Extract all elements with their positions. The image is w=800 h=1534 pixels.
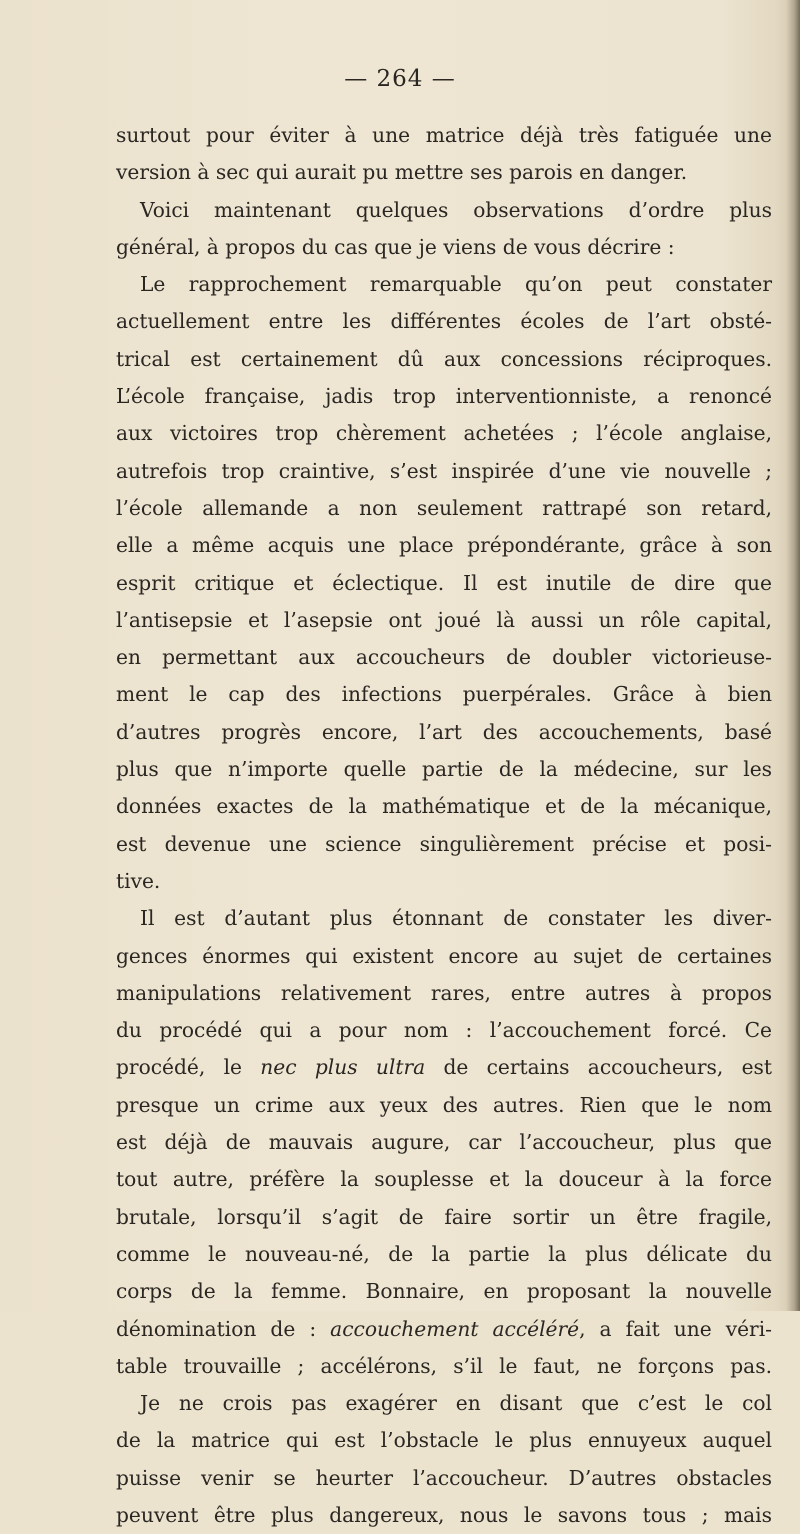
text-line: manipulations relativement rares, entre autres à propos xyxy=(116,980,772,1005)
text-line: gences énormes qui existent encore au sujet de certaines xyxy=(116,943,772,968)
text-line: aux victoires trop chèrement achetées ; l’école anglaise, xyxy=(116,421,772,446)
text-line: brutale, lorsqu’il s’agit de faire sortir un être fragile, xyxy=(116,1204,772,1229)
text-line: corps de la femme. Bonnaire, en proposant la nouvelle xyxy=(116,1279,772,1304)
text-line: trical est certainement dû aux concessions réciproques. xyxy=(116,346,772,371)
text-line: peuvent être plus dangereux, nous le savons tous ; mais xyxy=(116,1502,772,1527)
text-line: est déjà de mauvais augure, car l’accoucheur, plus que xyxy=(116,1130,772,1155)
text-line: Il est d’autant plus étonnant de constater les diver- xyxy=(140,906,772,931)
text-line: du procédé qui a pour nom : l’accouchement forcé. Ce xyxy=(116,1018,772,1043)
page-number: — 264 — xyxy=(344,66,456,92)
text-line: version à sec qui aurait pu mettre ses parois en danger. xyxy=(116,160,688,185)
text-line: autrefois trop craintive, s’est inspirée d’une vie nouvelle ; xyxy=(116,458,772,483)
text-line: Je ne crois pas exagérer en disant que c’est le col xyxy=(140,1391,772,1416)
text-line: de la matrice qui est l’obstacle le plus ennuyeux auquel xyxy=(116,1428,772,1453)
text-line: puisse venir se heurter l’accoucheur. D’autres obstacles xyxy=(116,1465,772,1490)
body-text xyxy=(116,117,772,1534)
text-line: d’autres progrès encore, l’art des accouchements, basé xyxy=(116,719,772,744)
italic-term: nec plus ultra xyxy=(260,1055,426,1080)
text-line: tive. xyxy=(116,868,161,893)
text-line: l’antisepsie et l’asepsie ont joué là aussi un rôle capital, xyxy=(116,607,772,632)
page-edge-shadow xyxy=(786,0,800,1311)
text-line: surtout pour éviter à une matrice déjà très fatiguée une xyxy=(116,123,772,147)
text-line: ment le cap des infections puerpérales. Grâce à bien xyxy=(116,682,772,707)
text-line: elle a même acquis une place prépondérante, grâce à son xyxy=(116,533,772,558)
text-line: Voici maintenant quelques observations d’ordre plus xyxy=(140,197,772,222)
text-line: procédé, le nec plus ultra de certains accoucheurs, est xyxy=(116,1055,772,1080)
text-line: Le rapprochement remarquable qu’on peut constater xyxy=(140,272,772,297)
text-line: comme le nouveau-né, de la partie la plus délicate du xyxy=(116,1241,772,1266)
text-line: tout autre, préfère la souplesse et la douceur à la force xyxy=(116,1167,772,1192)
text-line: plus que n’importe quelle partie de la médecine, sur les xyxy=(116,757,772,782)
text-line: presque un crime aux yeux des autres. Rien que le nom xyxy=(116,1092,772,1117)
text-line: table trouvaille ; accélérons, s’il le faut, ne forçons pas. xyxy=(116,1353,772,1378)
text-line: est devenue une science singulièrement précise et posi- xyxy=(116,831,772,856)
italic-term: accouchement accéléré xyxy=(330,1316,580,1341)
text-line: L’école française, jadis trop interventionniste, a renoncé xyxy=(116,384,772,409)
text-line: esprit critique et éclectique. Il est inutile de dire que xyxy=(116,570,772,595)
text-line: en permettant aux accoucheurs de doubler victorieuse- xyxy=(116,645,772,670)
text-line: général, à propos du cas que je viens de vous décrire : xyxy=(116,234,675,259)
text-line: dénomination de : accouchement accéléré, a fait une véri- xyxy=(116,1316,772,1341)
text-line: données exactes de la mathématique et de la mécanique, xyxy=(116,794,772,819)
text-line: actuellement entre les différentes écoles de l’art obsté- xyxy=(116,309,772,334)
text-line: l’école allemande a non seulement rattrapé son retard, xyxy=(116,495,772,520)
